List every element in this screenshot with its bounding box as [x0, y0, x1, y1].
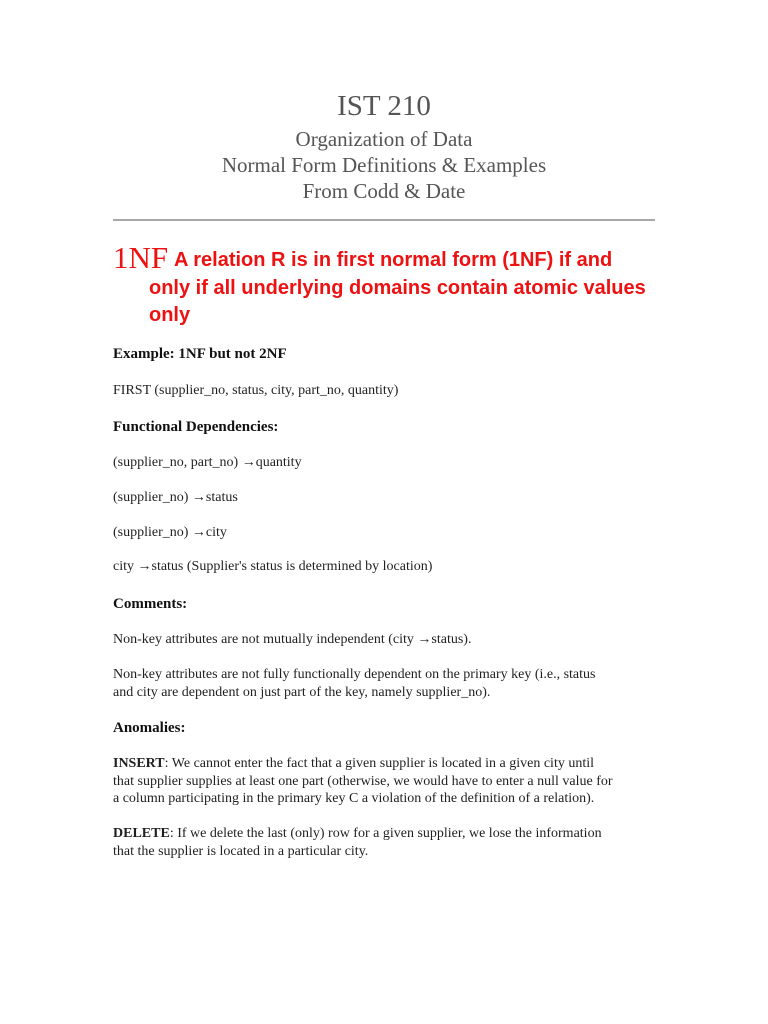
insert-text: : We cannot enter the fact that a given supplier is located in a given city until	[164, 756, 595, 771]
dependency-item: (supplier_no) →city	[113, 525, 227, 540]
course-title: IST 210	[337, 90, 431, 122]
subtitle-normal-forms: Normal Form Definitions & Examples	[221, 153, 547, 177]
subtitle-source: From Codd & Date	[302, 179, 466, 203]
comment-item: Non-key attributes are not mutually independent (city →status).	[113, 632, 472, 647]
anomalies-heading: Anomalies:	[113, 720, 186, 736]
functional-dependencies-heading: Functional Dependencies:	[113, 419, 279, 435]
example-relation: FIRST (supplier_no, status, city, part_no, quantity)	[113, 383, 399, 398]
comment-item-line: Non-key attributes are not fully functionally dependent on the primary key (i.e., status	[113, 667, 596, 682]
delete-text: : If we delete the last (only) row for a given supplier, we lose the information	[169, 826, 602, 841]
insert-anomaly-line: that supplier supplies at least one part (otherwise, we would have to enter a null value for	[113, 774, 613, 789]
subtitle-organization: Organization of Data	[295, 127, 473, 151]
comments-heading: Comments:	[113, 596, 188, 612]
definition-line-1: A relation R is in first normal form (1NF) if and	[174, 249, 613, 271]
example-heading: Example: 1NF but not 2NF	[113, 346, 287, 362]
definition-line-2: only if all underlying domains contain atomic values	[149, 277, 646, 299]
definition-tag: 1NF	[113, 240, 169, 275]
dependency-item: (supplier_no) →status	[113, 490, 238, 505]
definition-line-3: only	[149, 304, 191, 326]
delete-keyword: DELETE	[113, 826, 170, 841]
horizontal-rule	[113, 219, 655, 221]
dependency-item: city →status (Supplier's status is determined by location)	[113, 559, 433, 574]
insert-anomaly-line	[113, 755, 594, 772]
delete-anomaly-line	[113, 825, 602, 842]
comment-item-line: and city are dependent on just part of the key, namely supplier_no).	[113, 685, 491, 700]
insert-keyword: INSERT	[113, 756, 165, 771]
delete-anomaly-line: that the supplier is located in a particular city.	[113, 844, 369, 859]
dependency-item: (supplier_no, part_no) →quantity	[113, 455, 302, 470]
insert-anomaly-line: a column participating in the primary key C a violation of the definition of a relation).	[113, 791, 595, 806]
